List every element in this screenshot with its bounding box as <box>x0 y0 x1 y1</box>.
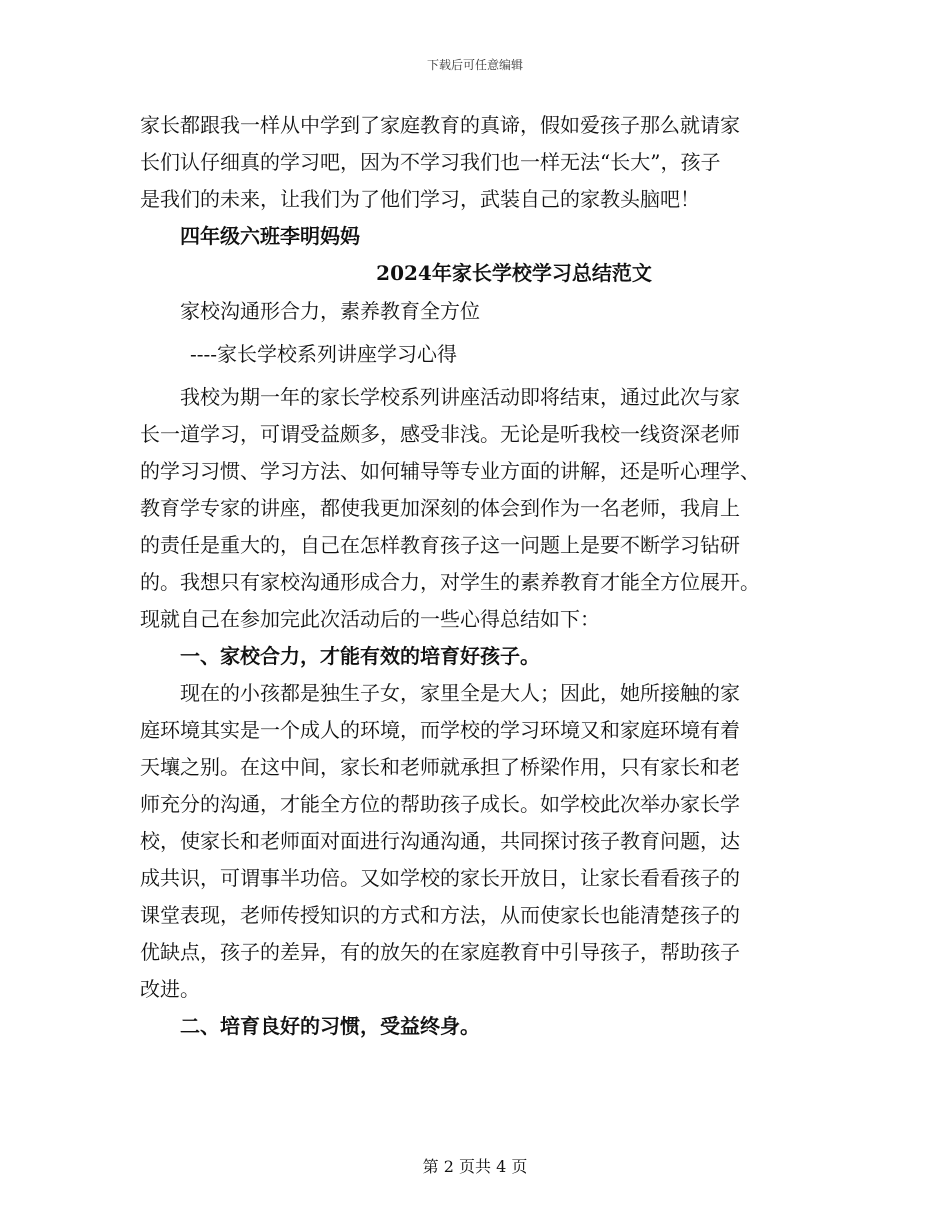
subtitle-note: ----家长学校系列讲座学习心得 <box>190 342 458 366</box>
paragraph1-line-6: 的。我想只有家校沟通形成合力，对学生的素养教育才能全方位展开。 <box>140 570 760 594</box>
paragraph2-line-2: 庭环境其实是一个成人的环境，而学校的学习环境又和家庭环境有着 <box>140 718 740 742</box>
paragraph2-line-3: 天壤之别。在这中间，家长和老师就承担了桥梁作用，只有家长和老 <box>140 755 740 779</box>
paragraph1-line-2: 长一道学习，可谓受益颇多，感受非浅。无论是听我校一线资深老师 <box>140 422 740 446</box>
paragraph2-line-8: 优缺点，孩子的差异，有的放矢的在家庭教育中引导孩子，帮助孩子 <box>140 940 740 964</box>
paragraph1-line-4: 教育学专家的讲座，都使我更加深刻的体会到作为一名老师，我肩上 <box>140 496 740 520</box>
paragraph1-line-5: 的责任是重大的，自己在怎样教育孩子这一问题上是要不断学习钻研 <box>140 533 740 557</box>
paragraph2-line-1: 现在的小孩都是独生子女，家里全是大人；因此，她所接触的家 <box>180 681 740 705</box>
intro-line-1: 家长都跟我一样从中学到了家庭教育的真谛，假如爱孩子那么就请家 <box>140 113 740 137</box>
page-footer-number: 第 2 页共 4 页 <box>422 1157 528 1176</box>
subtitle: 家校沟通形合力，素养教育全方位 <box>180 299 480 323</box>
paragraph2-line-6: 成共识，可谓事半功倍。又如学校的家长开放日，让家长看看孩子的 <box>140 866 740 890</box>
paragraph2-line-5: 校，使家长和老师面对面进行沟通沟通，共同探讨孩子教育问题，达 <box>140 829 740 853</box>
page-header-note: 下载后可任意编辑 <box>426 58 523 72</box>
document-body <box>140 111 826 1049</box>
intro-line-2: 长们认仔细真的学习吧，因为不学习我们也一样无法“长大”，孩子 <box>140 150 721 174</box>
paragraph1-line-7: 现就自己在参加完此次活动后的一些心得总结如下： <box>140 607 600 631</box>
paragraph2-line-4: 师充分的沟通，才能全方位的帮助孩子成长。如学校此次举办家长学 <box>140 792 740 816</box>
intro-line-3: 是我们的未来，让我们为了他们学习，武装自己的家教头脑吧！ <box>140 187 700 211</box>
section2-heading: 二、培育良好的习惯，受益终身。 <box>180 1014 480 1038</box>
paragraph2-line-7: 课堂表现，老师传授知识的方式和方法，从而使家长也能清楚孩子的 <box>140 903 740 927</box>
signature: 四年级六班李明妈妈 <box>180 224 360 248</box>
paragraph1-line-1: 我校为期一年的家长学校系列讲座活动即将结束，通过此次与家 <box>180 385 740 409</box>
paragraph1-line-3: 的学习习惯、学习方法、如何辅导等专业方面的讲解，还是听心理学、 <box>140 459 760 483</box>
section1-heading: 一、家校合力，才能有效的培育好孩子。 <box>180 644 540 668</box>
paragraph2-line-9: 改进。 <box>140 977 200 1001</box>
document-title: 2024年家长学校学习总结范文 <box>376 261 652 285</box>
